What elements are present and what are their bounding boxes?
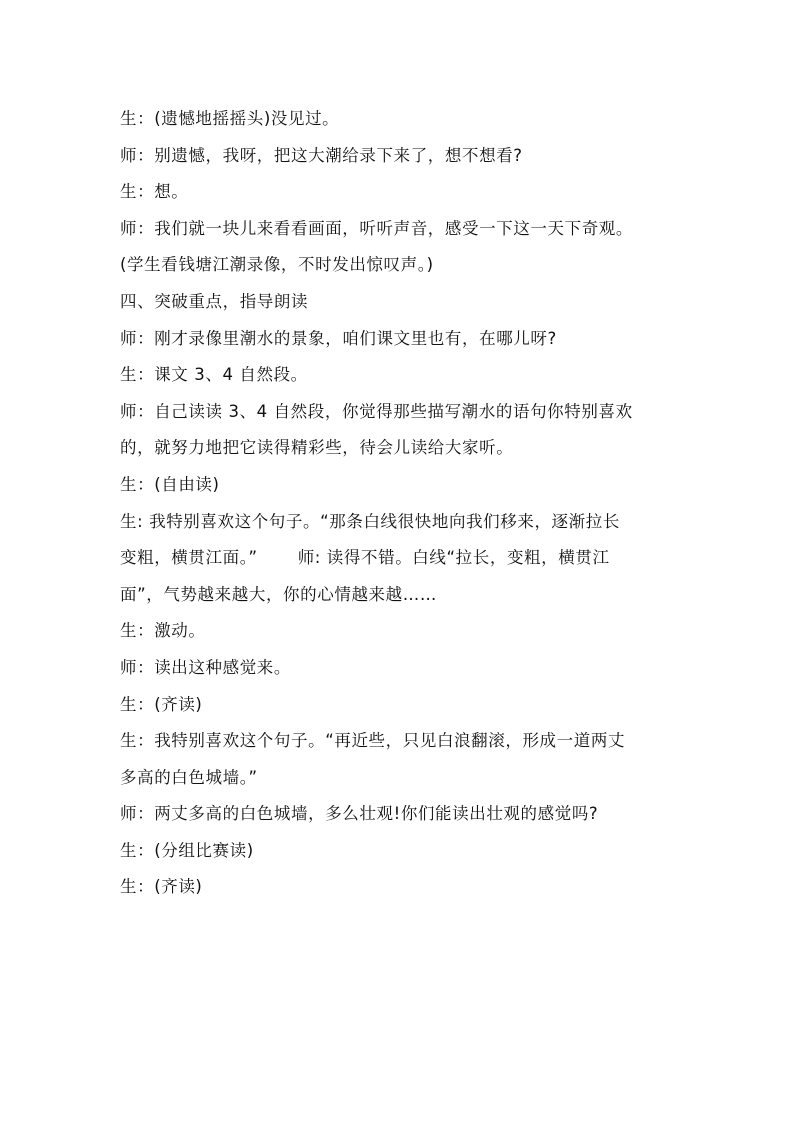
text-line: 师：我们就一块儿来看看画面，听听声音，感受一下这一天下奇观。 [120, 218, 633, 238]
text-line: 师：别遗憾，我呀，把这大潮给录下来了，想不想看? [120, 145, 523, 165]
text-line: 生：(分组比赛读) [120, 840, 254, 860]
text-line-combined [120, 540, 676, 577]
text-segment: 师: 读得不错。白线“拉长，变粗，横贯江 [297, 548, 610, 568]
section-heading: 四、突破重点，指导朗读 [120, 291, 309, 311]
document-body [120, 101, 676, 906]
text-line: 生：激动。 [120, 621, 206, 641]
text-segment: 变粗，横贯江面。” [120, 548, 258, 568]
text-line: 生：(遗憾地摇摇头)没见过。 [120, 109, 340, 128]
text-line: 生: 我特别喜欢这个句子。“那条白线很快地向我们移来，逐渐拉长 [120, 511, 620, 531]
text-line: (学生看钱塘江潮录像，不时发出惊叹声。) [120, 255, 434, 275]
text-line: 师：两丈多高的白色城墙，多么壮观!你们能读出壮观的感觉吗? [120, 804, 599, 824]
text-line: 师：自己读读 3、4 自然段，你觉得那些描写潮水的语句你特别喜欢 [120, 401, 633, 421]
text-line: 生：(自由读) [120, 474, 220, 494]
text-line: 生：(齐读) [120, 694, 203, 714]
text-line: 的，就努力地把它读得精彩些，待会儿读给大家听。 [120, 438, 514, 458]
text-line: 生：我特别喜欢这个句子。“再近些，只见白浪翻滚，形成一道两丈 [120, 731, 626, 751]
text-line: 生：课文 3、4 自然段。 [120, 365, 308, 385]
text-line: 面”，气势越来越大，你的心情越来越…… [120, 584, 437, 604]
text-line: 多高的白色城墙。” [120, 767, 258, 787]
text-line: 师：刚才录像里潮水的景象，咱们课文里也有，在哪儿呀? [120, 328, 557, 348]
text-line: 生：想。 [120, 182, 189, 202]
text-line: 生：(齐读) [120, 877, 203, 897]
text-line: 师：读出这种感觉来。 [120, 657, 291, 677]
